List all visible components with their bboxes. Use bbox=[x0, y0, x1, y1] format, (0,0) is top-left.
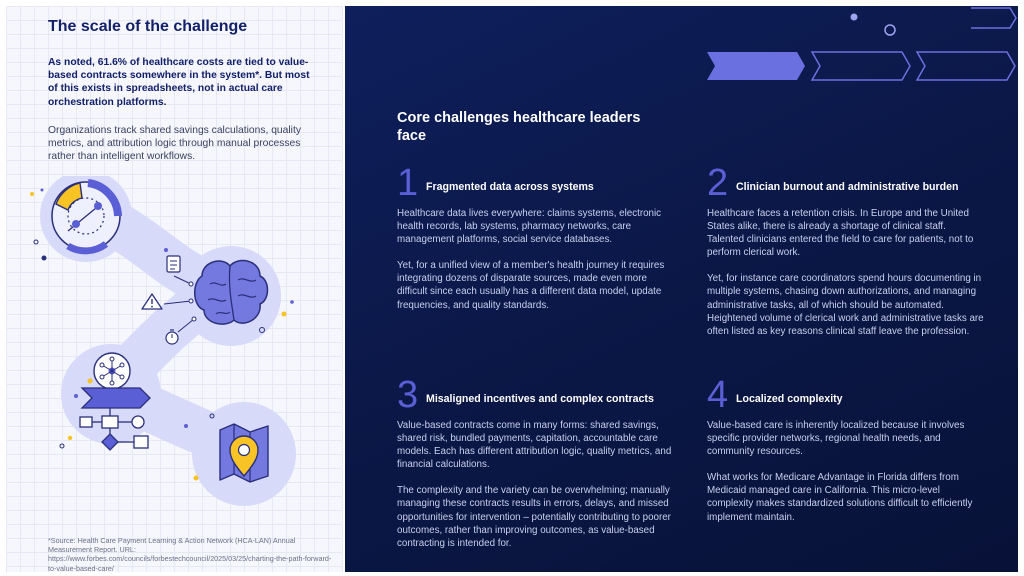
challenge-paragraph: Healthcare faces a retention crisis. In Europe and the United States alike, there is already a shortage of clinical staff. Talented clinicians entered the field to care for patients, not to perform clerical work. bbox=[707, 208, 974, 259]
challenge-paragraph: Yet, for a unified view of a member's health journey it requires integrating dozens of disparate sources, made even more difficult since each usually has a different data model, update frequencies, and quality standards. bbox=[397, 260, 665, 311]
decorative-dot bbox=[885, 25, 895, 35]
section-title: Core challenges healthcare leaders face bbox=[397, 110, 641, 144]
page-title: The scale of the challenge bbox=[48, 18, 248, 35]
illustration bbox=[6, 176, 343, 536]
challenge-title: Localized complexity bbox=[736, 393, 843, 405]
left-panel bbox=[6, 6, 343, 572]
challenge-card-2 bbox=[707, 162, 985, 351]
challenge-paragraph: The complexity and the variety can be overwhelming; manually managing these contracts results in errors, delays, and missed opportunities for intervention – potentially contributing to poorer outcomes, rather than improving outcomes, as value-based contracting is intended for. bbox=[397, 485, 671, 549]
body-text: Organizations track shared savings calculations, quality metrics, and attribution logic through manual processes rather than intelligent workflows. bbox=[48, 125, 301, 163]
challenge-paragraph: Yet, for instance care coordinators spend hours documenting in multiple systems, chasing down authorizations, and managing administrative tasks, all of which should be automated. Heightened volume of clerical work and administrative tasks are often listed as key reasons clinical staff leave the profession. bbox=[707, 273, 984, 337]
right-panel bbox=[345, 6, 1018, 572]
chevron-outline bbox=[812, 52, 910, 80]
challenge-card-3 bbox=[397, 374, 675, 563]
challenge-card-1 bbox=[397, 162, 675, 325]
chevron-outline bbox=[917, 52, 1015, 80]
clipboard-icon bbox=[167, 256, 180, 272]
flowchart-icon bbox=[80, 388, 150, 450]
map-pin-icon bbox=[220, 424, 268, 482]
challenge-card-4 bbox=[707, 374, 985, 537]
challenge-number: 1 bbox=[397, 162, 419, 204]
chevron-outline bbox=[971, 8, 1016, 28]
challenge-title: Misaligned incentives and complex contracts bbox=[426, 393, 654, 405]
challenge-title: Fragmented data across systems bbox=[426, 181, 594, 193]
challenge-paragraph: Healthcare data lives everywhere: claims systems, electronic health records, lab systems, pharmacy networks, care management platforms, social service databases. bbox=[397, 208, 662, 246]
challenge-paragraph: What works for Medicare Advantage in Florida differs from Medicaid managed care in California. This micro-level complexity makes standardized solutions difficult to efficiently implement maintain. bbox=[707, 472, 973, 523]
challenge-number: 2 bbox=[707, 162, 729, 204]
dashboard-icon bbox=[52, 182, 120, 251]
network-hub-icon bbox=[94, 353, 130, 389]
brain-icon bbox=[195, 261, 268, 325]
intro-text: As noted, 61.6% of healthcare costs are tied to value-based contracts somewhere in the system*. But most of this exists in spreadsheets, not in actual care orchestration platforms. bbox=[48, 57, 310, 108]
challenge-number: 4 bbox=[707, 374, 729, 416]
decorative-dot bbox=[851, 14, 858, 21]
source-footnote: *Source: Health Care Payment Learning & Action Network (HCA-LAN) Annual Measurement Report. URL: https://www.forbes.com/councils/forbestechcouncil/2025/03/25/charting-the-path-forward-to-value-based-care/ bbox=[48, 536, 332, 572]
challenge-paragraph: Value-based contracts come in many forms: shared savings, shared risk, bundled payments, capitation, accountable care models. Each has different attribution logic, quality metrics, and financial calculations. bbox=[397, 420, 672, 471]
decorative-chevrons bbox=[345, 6, 1018, 106]
warning-icon bbox=[142, 294, 162, 309]
challenge-number: 3 bbox=[397, 374, 419, 416]
challenge-paragraph: Value-based care is inherently localized because it involves specific provider networks, regional health needs, and community resources. bbox=[707, 420, 965, 458]
challenge-title: Clinician burnout and administrative burden bbox=[736, 181, 959, 193]
chevron-filled bbox=[707, 52, 805, 80]
